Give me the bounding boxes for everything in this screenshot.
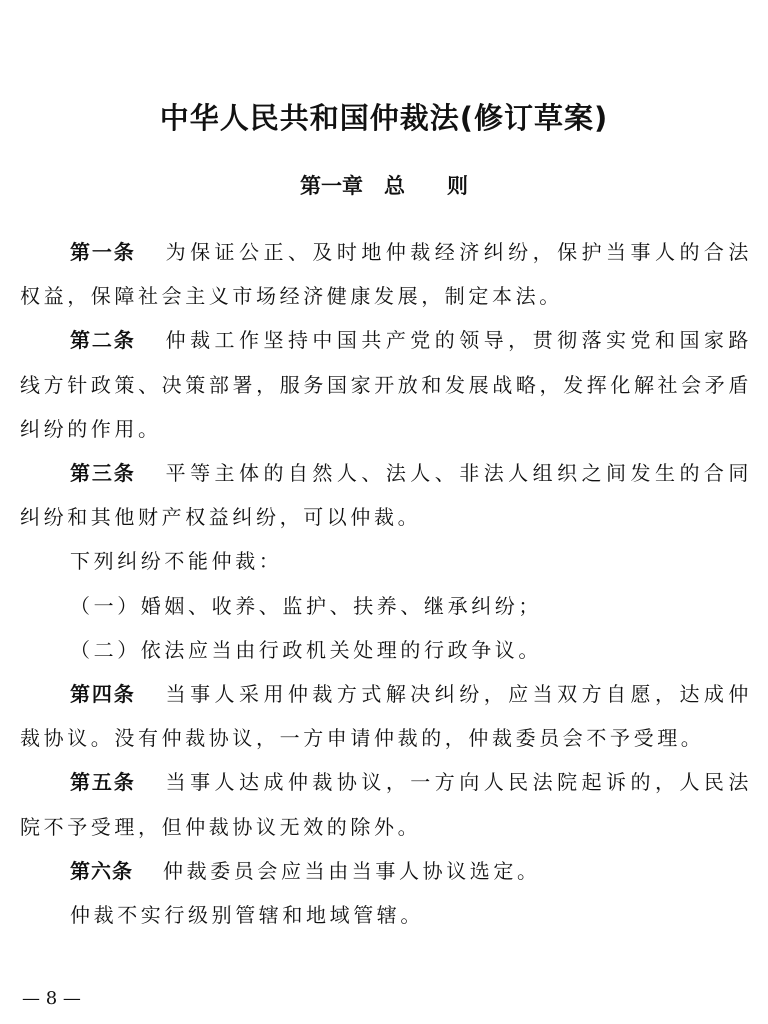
list-item-text: （一）婚姻、收养、监护、扶养、继承纠纷；	[70, 593, 542, 618]
article-3-item-1	[20, 584, 752, 628]
document-title: 中华人民共和国仲裁法(修订草案)	[159, 101, 609, 135]
article-6	[20, 849, 752, 893]
article-4	[20, 672, 752, 760]
article-3	[20, 451, 752, 539]
article-text: 仲裁工作坚持中国共产党的领导，贯彻落实党和国家路线方针政策、决策部署，服务国家开放和发展战略，发挥化解社会矛盾纠纷的作用。	[20, 328, 752, 441]
chapter-title: 第一章 总 则	[300, 174, 468, 198]
clause-text: 仲裁不实行级别管辖和地域管辖。	[70, 903, 424, 928]
article-text: 仲裁委员会应当由当事人协议选定。	[163, 858, 541, 883]
article-label: 第三条	[70, 461, 136, 486]
article-text: 平等主体的自然人、法人、非法人组织之间发生的合同纠纷和其他财产权益纠纷，可以仲裁。	[20, 461, 752, 530]
document-body	[20, 230, 752, 937]
article-6-clause	[20, 893, 752, 937]
clause-text: 下列纠纷不能仲裁：	[70, 549, 283, 574]
article-3-item-2	[20, 628, 752, 672]
article-label: 第一条	[70, 240, 136, 264]
article-text: 当事人达成仲裁协议，一方向人民法院起诉的，人民法院不予受理，但仲裁协议无效的除外。	[20, 770, 752, 839]
article-text: 为保证公正、及时地仲裁经济纠纷，保护当事人的合法权益，保障社会主义市场经济健康发展，制定本法。	[20, 240, 752, 309]
article-label: 第六条	[70, 858, 133, 883]
article-2	[20, 318, 752, 451]
page-number: — 8 —	[22, 988, 81, 1009]
article-1	[20, 230, 752, 318]
article-3-clause	[20, 539, 752, 583]
article-label: 第五条	[70, 770, 136, 795]
article-label: 第四条	[70, 682, 136, 707]
list-item-text: （二）依法应当由行政机关处理的行政争议。	[70, 637, 542, 662]
article-5	[20, 760, 752, 848]
article-label: 第二条	[70, 328, 136, 353]
article-text: 当事人采用仲裁方式解决纠纷，应当双方自愿，达成仲裁协议。没有仲裁协议，一方申请仲裁的，仲裁委员会不予受理。	[20, 682, 752, 751]
